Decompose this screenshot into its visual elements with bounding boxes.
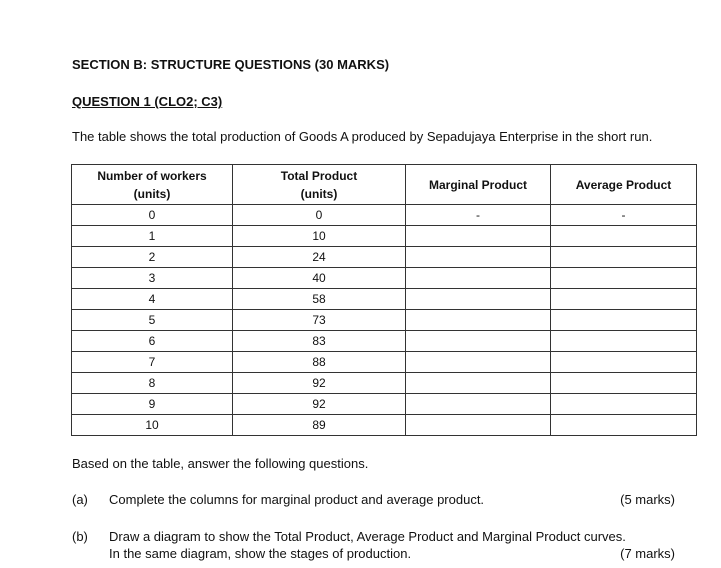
header-workers-line2: (units) (133, 186, 171, 201)
cell-average: - (551, 205, 697, 226)
table-row (72, 415, 697, 436)
header-marginal-product: Marginal Product (406, 165, 551, 205)
header-total-line2: (units) (300, 186, 338, 201)
cell-marginal (406, 415, 551, 436)
cell-total: 89 (233, 415, 406, 436)
cell-average (551, 310, 697, 331)
question-b (72, 528, 675, 564)
table-row (72, 352, 697, 373)
table-row (72, 373, 697, 394)
table-row (72, 394, 697, 415)
cell-total: 40 (233, 268, 406, 289)
cell-average (551, 289, 697, 310)
question-b-label: (b) (72, 529, 88, 544)
cell-average (551, 331, 697, 352)
table-row (72, 289, 697, 310)
cell-workers: 7 (72, 352, 233, 373)
cell-workers: 3 (72, 268, 233, 289)
cell-average (551, 415, 697, 436)
cell-average (551, 373, 697, 394)
cell-total: 92 (233, 373, 406, 394)
cell-marginal: - (406, 205, 551, 226)
table-row (72, 310, 697, 331)
question-a-text: Complete the columns for marginal product and average product. (109, 492, 485, 507)
table-row (72, 247, 697, 268)
cell-marginal (406, 310, 551, 331)
table-row (72, 205, 697, 226)
table-row (72, 331, 697, 352)
cell-total: 92 (233, 394, 406, 415)
cell-marginal (406, 394, 551, 415)
cell-total: 58 (233, 289, 406, 310)
table-header-row (72, 165, 697, 205)
cell-marginal (406, 352, 551, 373)
question-b-marks: (7 marks) (620, 546, 675, 561)
question-b-line1: Draw a diagram to show the Total Product, Average Product and Marginal Product curves. (109, 529, 626, 544)
cell-workers: 6 (72, 331, 233, 352)
cell-total: 73 (233, 310, 406, 331)
cell-workers: 0 (72, 205, 233, 226)
header-total-product (233, 165, 406, 205)
question-title: QUESTION 1 (CLO2; C3) (72, 94, 223, 109)
question-intro: The table shows the total production of Goods A produced by Sepadujaya Enterprise in the short run. (72, 129, 653, 144)
cell-marginal (406, 373, 551, 394)
cell-workers: 10 (72, 415, 233, 436)
instructions-text: Based on the table, answer the following questions. (72, 456, 369, 471)
header-workers-line1: Number of workers (97, 168, 207, 183)
cell-total: 88 (233, 352, 406, 373)
cell-marginal (406, 289, 551, 310)
cell-marginal (406, 226, 551, 247)
question-a (72, 491, 675, 509)
cell-total: 83 (233, 331, 406, 352)
section-title: SECTION B: STRUCTURE QUESTIONS (30 MARKS) (72, 57, 390, 72)
production-table (71, 164, 697, 436)
cell-workers: 1 (72, 226, 233, 247)
cell-marginal (406, 268, 551, 289)
question-a-marks: (5 marks) (620, 492, 675, 507)
cell-workers: 4 (72, 289, 233, 310)
cell-workers: 8 (72, 373, 233, 394)
header-workers (72, 165, 233, 205)
table-row (72, 268, 697, 289)
cell-average (551, 226, 697, 247)
cell-total: 10 (233, 226, 406, 247)
question-a-label: (a) (72, 492, 88, 507)
cell-workers: 9 (72, 394, 233, 415)
header-average-product: Average Product (551, 165, 697, 205)
question-b-text (109, 528, 626, 562)
cell-average (551, 247, 697, 268)
table-row (72, 226, 697, 247)
cell-workers: 5 (72, 310, 233, 331)
header-total-line1: Total Product (280, 168, 358, 183)
question-b-line2: In the same diagram, show the stages of production. (109, 546, 412, 561)
cell-workers: 2 (72, 247, 233, 268)
cell-marginal (406, 331, 551, 352)
cell-average (551, 352, 697, 373)
cell-average (551, 394, 697, 415)
cell-marginal (406, 247, 551, 268)
cell-total: 0 (233, 205, 406, 226)
cell-total: 24 (233, 247, 406, 268)
cell-average (551, 268, 697, 289)
